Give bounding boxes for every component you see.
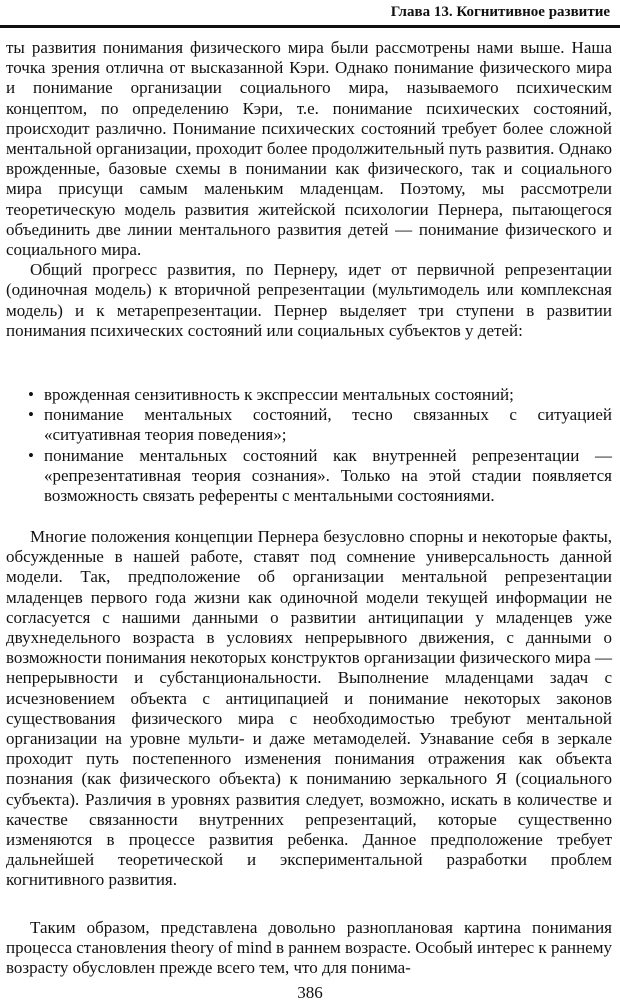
bullet-item [28, 385, 612, 405]
paragraph-critique: Многие положения концепции Пернера безусловно спорны и некоторые факты, обсужденные в нашей работе, ставят под сомнение универсальность данной модели. Так, предположение об организации ментальной репрезентации младенцев первого года жизни как одиночной модели текущей информации не согласуется с нашими данными о развитии антиципации у младенцев уже двухнедельного возраста в условиях непрерывного движения, с данными о возможности понимания некоторых конструктов организации физического мира — непрерывности и субстанциональности. Выполнение младенцами задач с исчезновением объекта с антиципацией и понимание некоторых законов существования физического мира с необходимостью требуют ментальной организации на уровне мульти- и даже метамоделей. Узнавание себя в зеркале проходит путь постепенного изменения понимания отражения как объекта познания (как физического объекта) к пониманию зеркального Я (социального субъекта). Различия в уровнях развития следует, возможно, искать в количестве и качестве связанности внутренних репрезентаций, которые существенно изменяются в процессе развития ребенка. Данное предположение требует дальнейшей теоретической и экспериментальной разработки проблем когнитивного развития. [6, 527, 612, 890]
bullet-mark: • [28, 405, 34, 425]
bullet-mark: • [28, 445, 34, 465]
text-block-top [6, 38, 612, 341]
bullet-list-stages [28, 385, 612, 506]
text-block-bottom [6, 918, 612, 979]
bullet-item [28, 405, 612, 445]
text-block-middle [6, 527, 612, 891]
paragraph-perner-progress: Общий прогресс развития, по Пернеру, идет от первичной репрезентации (одиночная модель) к вторичной репрезентации (мультимодель или комплексная модель) и к метарепрезентации. Пернер выделяет три ступени в развитии понимания психических состояний или социальных субъектов у детей: [6, 260, 612, 340]
header-rule [0, 25, 620, 28]
bullet-text: понимание ментальных состояний как внутренней репрезентации — «репрезентативная теория сознания». Только на этой стадии появляется возможность связать референты с ментальными состояниями. [44, 445, 612, 506]
paragraph-conclusion: Таким образом, представлена довольно разноплановая картина понимания процесса становления theory of mind в раннем возрасте. Особый интерес к раннему возрасту обусловлен прежде всего тем, что для понима- [6, 918, 612, 978]
paragraph-continued: ты развития понимания физического мира были рассмотрены нами выше. Наша точка зрения отлична от высказанной Кэри. Однако понимание физического мира и понимание организации социального мира, называемого психическим концептом, по определению Кэри, т.е. понимание психических состояний, происходит различно. Понимание психических состояний требует более сложной ментальной организации, проходит более продолжительный путь развития. Однако врожденные, базовые схемы в понимании как физического, так и социального мира присущи самым маленьким младенцам. Поэтому, мы рассмотрели теоретическую модель развития житейской психологии Пернера, пытающегося объединить две линии ментального развития детей — понимание физического и социального мира. [6, 38, 612, 260]
running-head: Глава 13. Когнитивное развитие [390, 4, 610, 20]
bullet-mark: • [28, 385, 34, 404]
bullet-item [28, 446, 612, 507]
bullet-text: понимание ментальных состояний, тесно связанных с ситуацией «ситуативная теория поведения»; [44, 405, 612, 445]
bullet-text: врожденная сензитивность к экспрессии ментальных состояний; [44, 385, 514, 404]
page-number: 386 [297, 983, 323, 1002]
